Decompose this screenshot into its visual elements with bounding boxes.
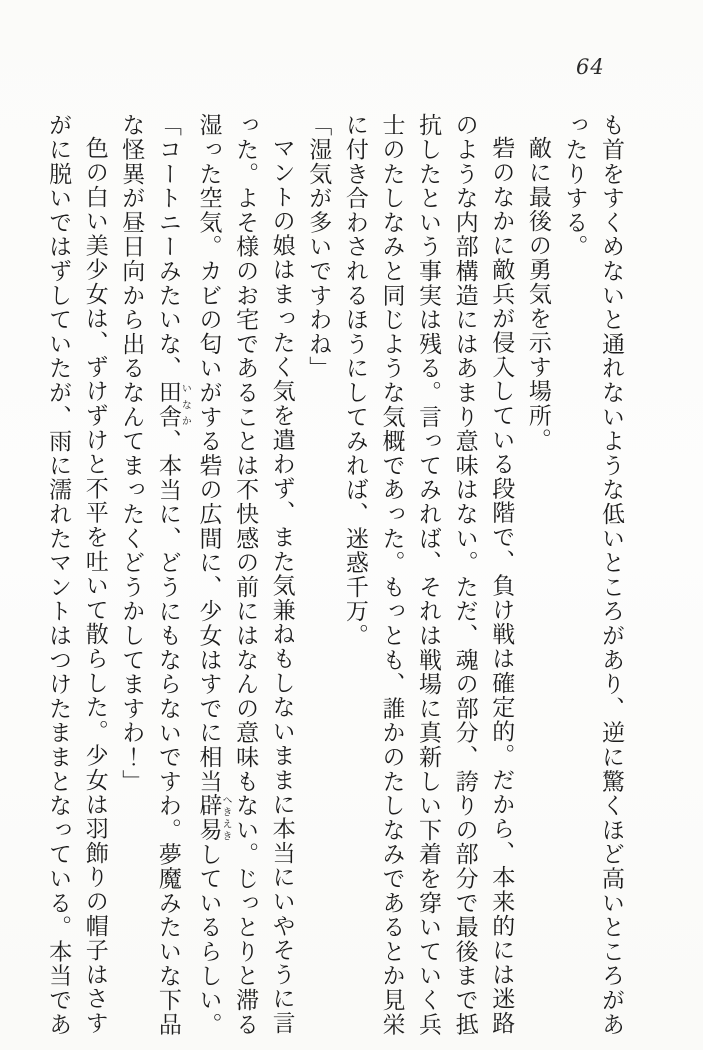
text-block (40, 113, 630, 1039)
paragraph: マントの娘はまったく気を遣わず、また気兼ねもしないままに本当にいやそうに言った。よそ様のお宅であることは不快感の前にはなんの意味もない。じっとりと滞る湿った空気。カビの匂いがする砦の広間に、少女はすでに相当辟易へきえきしているらしい。 (195, 113, 295, 1037)
paragraph: も首をすくめないと通れないような低いところがあり、逆に驚くほど高いところがあったりする。 (561, 113, 624, 1037)
page-number: 64 (576, 55, 605, 79)
paragraph: 色の白い美少女は、ずけずけと不平を吐いて散らした。少女は羽飾りの帽子はさすがに脱いではずしていたが、雨に濡れたマントはつけたままとなっている。本当であ (45, 113, 108, 1037)
paragraph: 「コートニーみたいな、田舎いなか、本当に、どうにもならないですわ。夢魔みたいな下品な怪異が昼日向から出るなんてまったくどうかしてますわ！」 (118, 113, 191, 1037)
paragraph: 砦のなかに敵兵が侵入している段階で、負け戦は確定的。だから、本来的には迷路のような内部構造にはあまり意味はない。ただ、魂の部分、誇りの部分で最後まで抵抗したという事実は残る。言ってみれば、それは戦場に真新しい下着を穿いていく兵士のたしなみと同じような気概であった。もっとも、誰かのたしなみであるとか見栄に付き合わされるほうにしてみれば、迷惑千万。 (341, 113, 515, 1037)
ruby-annotated-word: 田舎いなか (154, 380, 191, 429)
paragraph: 「湿気が多いですわね」 (305, 113, 332, 381)
ruby-annotated-word: 辟易へきえき (195, 793, 231, 843)
paragraph: 敵に最後の勇気を示す場所。 (524, 136, 551, 452)
